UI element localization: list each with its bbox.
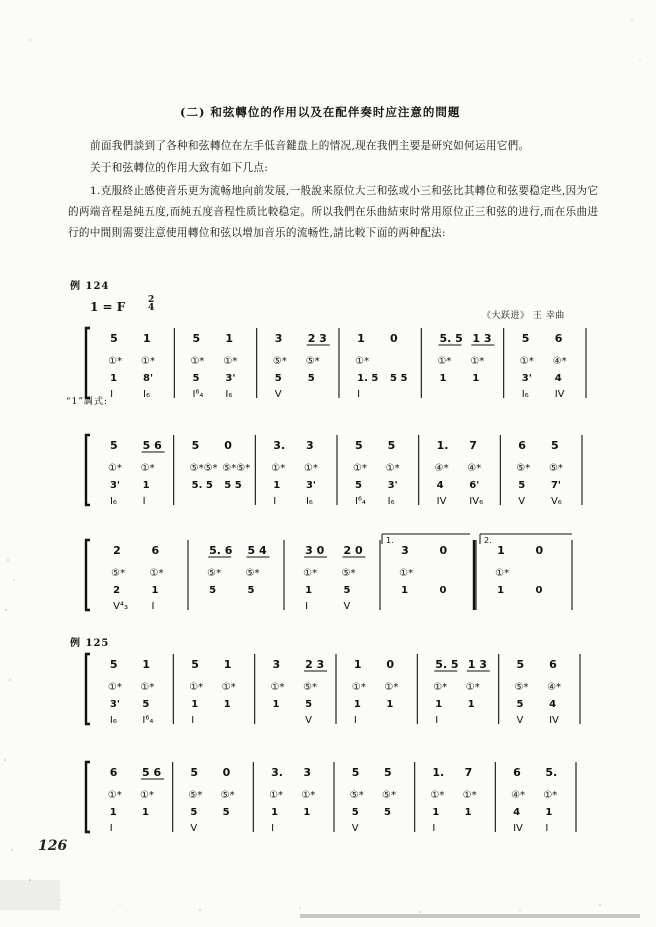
chord-symbol: I — [151, 601, 155, 612]
low-note: 1 — [142, 807, 149, 818]
low-note: 3' — [109, 699, 120, 710]
melody-note: 5 — [550, 439, 559, 452]
low-note: 1 — [142, 480, 150, 491]
low-note: 1 — [151, 585, 159, 596]
low-note: 4 — [436, 480, 444, 491]
bass-button: ①* — [107, 790, 122, 801]
melody-note: 3 — [303, 766, 312, 779]
low-note: 5 5 — [390, 373, 408, 384]
low-note: 1 — [109, 807, 117, 818]
low-note: 5 — [351, 807, 359, 818]
melody-note: 5. 5 — [435, 658, 459, 671]
melody-note: 5. — [545, 766, 558, 779]
low-note: 5 — [305, 699, 313, 710]
melody-note: 0 — [535, 544, 544, 557]
bass-button: ①* — [189, 682, 204, 693]
chord-symbol: I — [435, 715, 439, 726]
low-note: 0 — [439, 585, 447, 596]
low-note: 1 — [497, 585, 505, 596]
bass-button: ①* — [149, 568, 164, 579]
low-note: 1 — [435, 699, 443, 710]
melody-note: 1 — [497, 544, 505, 557]
bass-button: ①* — [190, 356, 205, 367]
system-bracket — [86, 435, 90, 505]
bass-button: ①* — [140, 682, 155, 693]
low-note: 5 — [192, 373, 200, 384]
low-note: 1 — [303, 807, 311, 818]
chord-symbol: I₆ — [387, 496, 395, 507]
melody-note: 0 — [390, 332, 398, 345]
melody-note: 6 — [554, 332, 563, 345]
page-number: 126 — [38, 838, 68, 854]
chord-symbol: I₆ — [109, 496, 117, 507]
low-note: 5 — [354, 480, 362, 491]
bass-button: ④* — [467, 463, 482, 474]
melody-note: 3 0 — [305, 544, 325, 557]
bass-button: ①* — [495, 568, 510, 579]
bass-button: ⑤* — [548, 463, 563, 474]
melody-note: 5 — [191, 658, 199, 671]
bass-button: ①* — [433, 682, 448, 693]
chord-symbol: I — [432, 823, 436, 834]
bass-button: ⑤* — [516, 463, 531, 474]
low-note: 8' — [143, 373, 154, 384]
melody-note: 3 — [274, 332, 283, 345]
bass-button: ⑤*⑤* — [189, 463, 218, 474]
system-bracket — [86, 762, 90, 832]
example-125-label: 例 125 — [70, 638, 110, 649]
melody-note: 5 — [109, 658, 118, 671]
low-note: 5 — [384, 807, 391, 818]
bass-button: ①* — [303, 568, 318, 579]
bass-button: ①* — [271, 463, 286, 474]
low-note: 3' — [305, 480, 316, 491]
melody-note: 3. — [271, 766, 283, 779]
bass-button: ④* — [552, 356, 567, 367]
bass-button: ⑤*⑤* — [222, 463, 251, 474]
melody-note: 3 — [305, 439, 314, 452]
bass-button: ①* — [223, 356, 238, 367]
melody-note: 5 6 — [142, 766, 162, 779]
bass-button: ⑤* — [303, 682, 318, 693]
chord-symbol: V⁴₃ — [113, 601, 128, 612]
melody-note: 7 — [469, 439, 477, 452]
low-note: 5 — [307, 373, 315, 384]
volta-ending-1: 1. — [386, 536, 394, 545]
bass-button: ①* — [352, 463, 367, 474]
melody-note: 1 — [223, 658, 232, 671]
bass-button: ①* — [470, 356, 485, 367]
bass-button: ⑤* — [305, 356, 320, 367]
chord-symbol: V — [274, 389, 282, 400]
melody-note: 2 0 — [343, 544, 363, 557]
melody-note: 5 — [384, 766, 392, 779]
mode-label: “1”調式: — [66, 397, 108, 407]
low-note: 6' — [469, 480, 480, 491]
bass-button: ①* — [384, 682, 399, 693]
melody-note: 1 3 — [472, 332, 492, 345]
bass-button: ①* — [430, 790, 445, 801]
melody-note: 1 — [353, 658, 362, 671]
bass-button: ①* — [140, 463, 155, 474]
chord-symbol: I — [191, 715, 195, 726]
low-note: 4 — [549, 699, 557, 710]
melody-note: 5 6 — [142, 439, 162, 452]
low-note: 1 — [472, 373, 480, 384]
melody-note: 0 — [439, 544, 448, 557]
melody-note: 5. 5 — [439, 332, 463, 345]
melody-note: 3. — [273, 439, 286, 452]
melody-note: 1 3 — [467, 658, 487, 671]
melody-note: 5 — [354, 439, 363, 452]
system-bracket — [86, 540, 90, 610]
melody-note: 1. — [432, 766, 445, 779]
bass-button: ①* — [437, 356, 452, 367]
melody-note: 6 — [549, 658, 557, 671]
bass-button: ⑤* — [382, 790, 396, 801]
chord-symbol: I — [110, 389, 114, 400]
chord-symbol: I — [142, 496, 146, 507]
melody-note: 7 — [464, 766, 473, 779]
melody-note: 0 — [386, 658, 395, 671]
melody-note: 5 — [192, 332, 201, 345]
low-note: 3' — [521, 373, 532, 384]
melody-note: 1 — [143, 332, 151, 345]
bass-button: ①* — [141, 356, 156, 367]
low-note: 5 — [518, 480, 526, 491]
chord-symbol: I₆ — [143, 389, 151, 400]
low-note: 1 — [353, 699, 361, 710]
bass-button: ①* — [465, 682, 480, 693]
bass-button: ①* — [385, 463, 400, 474]
low-note: 2 — [113, 585, 121, 596]
melody-note: 0 — [222, 766, 231, 779]
bass-button: ①* — [140, 790, 154, 801]
melody-note: 0 — [224, 439, 232, 452]
bass-button: ①* — [108, 356, 123, 367]
melody-note: 5 — [191, 439, 200, 452]
bass-button: ④* — [434, 463, 449, 474]
bass-button: ①* — [543, 790, 558, 801]
chord-symbol: V₆ — [550, 496, 562, 507]
bass-button: ①* — [399, 568, 414, 579]
bass-button: ①* — [301, 790, 316, 801]
chord-symbol: I — [305, 601, 309, 612]
low-note: 5. 5 — [191, 480, 213, 491]
melody-note: 6 — [109, 766, 118, 779]
low-note: 3' — [109, 480, 120, 491]
bass-button: ⑤* — [349, 790, 364, 801]
low-note: 1 — [110, 373, 118, 384]
melody-note: 1. — [436, 439, 449, 452]
chord-symbol: I — [353, 715, 357, 726]
melody-note: 2 3 — [305, 658, 325, 671]
chord-symbol: V — [343, 601, 351, 612]
low-note: 5 — [142, 699, 150, 710]
low-note: 1 — [432, 807, 440, 818]
low-note: 3' — [225, 373, 236, 384]
bass-button: ①* — [269, 790, 284, 801]
bass-button: ⑤* — [341, 568, 356, 579]
bass-button: ①* — [355, 356, 370, 367]
low-note: 5 5 — [224, 480, 242, 491]
bass-button: ⑤* — [272, 356, 287, 367]
melody-note: 5 — [351, 766, 360, 779]
melody-note: 5. 6 — [209, 544, 233, 557]
section-heading: (二) 和弦轉位的作用以及在配伴奏时应注意的問題 — [180, 105, 461, 119]
chord-symbol: IV — [513, 823, 523, 834]
low-note: 1 — [401, 585, 409, 596]
chord-symbol: I₆ — [521, 389, 529, 400]
low-note: 4 — [513, 807, 521, 818]
chord-symbol: V — [305, 715, 312, 726]
chord-symbol: IV₆ — [469, 496, 484, 507]
bass-button: ⑤* — [245, 568, 260, 579]
example-124-label: 例 124 — [70, 281, 110, 292]
low-note: 1 — [273, 480, 281, 491]
low-note: 1 — [305, 585, 313, 596]
chord-symbol: I — [109, 823, 113, 834]
melody-note: 3 — [272, 658, 281, 671]
paragraph-intro: 前面我們談到了各种和弦轉位在左手低音鍵盘上的情况,现在我們主要是研究如何运用它們。 — [90, 140, 530, 152]
chord-symbol: I — [357, 389, 361, 400]
bass-button: ①* — [107, 463, 122, 474]
bass-button: ⑤* — [220, 790, 235, 801]
bass-button: ①* — [462, 790, 477, 801]
bass-button: ①* — [303, 463, 318, 474]
chord-symbol: IV — [554, 389, 565, 400]
melody-note: 5 — [516, 658, 525, 671]
low-note: 3' — [387, 480, 398, 491]
chord-symbol: I⁶₄ — [192, 389, 204, 400]
low-note: 1 — [191, 699, 199, 710]
low-note: 1 — [467, 699, 475, 710]
low-note: 5 — [209, 585, 217, 596]
low-note: 1 — [271, 807, 279, 818]
low-note: 1 — [439, 373, 447, 384]
chord-symbol: I₆ — [109, 715, 117, 726]
low-note: 1 — [386, 699, 394, 710]
chord-symbol: I — [271, 823, 275, 834]
bass-button: ④* — [511, 790, 526, 801]
key-signature: 1 = F — [90, 300, 126, 314]
chord-symbol: I⁶₄ — [354, 496, 366, 507]
low-note: 4 — [554, 373, 562, 384]
low-note: 1 — [272, 699, 280, 710]
low-note: 1 — [223, 699, 231, 710]
chord-symbol: V — [190, 823, 198, 834]
chord-symbol: IV — [436, 496, 447, 507]
melody-note: 5 — [521, 332, 530, 345]
volta-ending-2: 2. — [484, 536, 492, 545]
low-note: 5 — [516, 699, 524, 710]
chord-symbol: V — [518, 496, 526, 507]
melody-note: 2 3 — [307, 332, 327, 345]
melody-note: 6 — [518, 439, 526, 452]
chord-symbol: IV — [549, 715, 559, 726]
time-signature-top: 2 — [148, 295, 155, 305]
bass-button: ④* — [547, 682, 562, 693]
chord-symbol: I — [273, 496, 277, 507]
low-note: 1 — [464, 807, 472, 818]
melody-note: 1 — [142, 658, 151, 671]
paragraph-point-one: 1.克服終止感使音乐更为流畅地向前发展,一般說来原位大三和弦或小三和弦比其轉位和弦要稳定些,因为它的两端音程是純五度,而純五度音程性质比較稳定。所以我們在乐曲結束时常用原位正三和弦的进行,而在乐曲进行的中間則需要注意使用轉位和弦以增加音乐的流畅性,請比較下面的两种配法: — [68, 185, 599, 239]
system-bracket — [86, 328, 90, 398]
melody-note: 3 — [401, 544, 409, 557]
bass-button: ①* — [351, 682, 366, 693]
melody-note: 2 — [113, 544, 121, 557]
melody-note: 1 — [225, 332, 234, 345]
chord-symbol: V — [351, 823, 359, 834]
low-note: 5 — [222, 807, 230, 818]
song-source: 《大跃进》 王 幸曲 — [482, 311, 565, 321]
melody-note: 6 — [513, 766, 521, 779]
low-note: 5 — [190, 807, 198, 818]
low-note: 1. 5 — [357, 373, 379, 384]
chord-symbol: I₆ — [305, 496, 313, 507]
melody-note: 5 4 — [247, 544, 267, 557]
bass-button: ①* — [107, 682, 122, 693]
bass-button: ①* — [519, 356, 534, 367]
paragraph-functions: 关于和弦轉位的作用大致有如下几点: — [90, 162, 269, 174]
bass-button: ⑤* — [188, 790, 203, 801]
melody-note: 1 — [357, 332, 365, 345]
melody-note: 5 — [387, 439, 396, 452]
chord-symbol: I₆ — [225, 389, 233, 400]
melody-note: 6 — [151, 544, 160, 557]
bass-button: ⑤* — [207, 568, 222, 579]
chord-symbol: I⁶₄ — [142, 715, 154, 726]
chord-symbol: I — [545, 823, 549, 834]
time-signature-bottom: 4 — [148, 303, 155, 313]
melody-note: 5 — [110, 332, 118, 345]
bass-button: ①* — [270, 682, 285, 693]
bass-button: ⑤* — [111, 568, 126, 579]
system-bracket — [86, 654, 90, 724]
low-note: 5 — [343, 585, 351, 596]
low-note: 0 — [535, 585, 543, 596]
low-note: 7' — [550, 480, 561, 491]
low-note: 5 — [274, 373, 282, 384]
melody-note: 5 — [109, 439, 118, 452]
chord-symbol: V — [516, 715, 524, 726]
low-note: 1 — [545, 807, 553, 818]
low-note: 5 — [247, 585, 255, 596]
bass-button: ⑤* — [514, 682, 529, 693]
melody-note: 5 — [190, 766, 199, 779]
bass-button: ①* — [221, 682, 236, 693]
